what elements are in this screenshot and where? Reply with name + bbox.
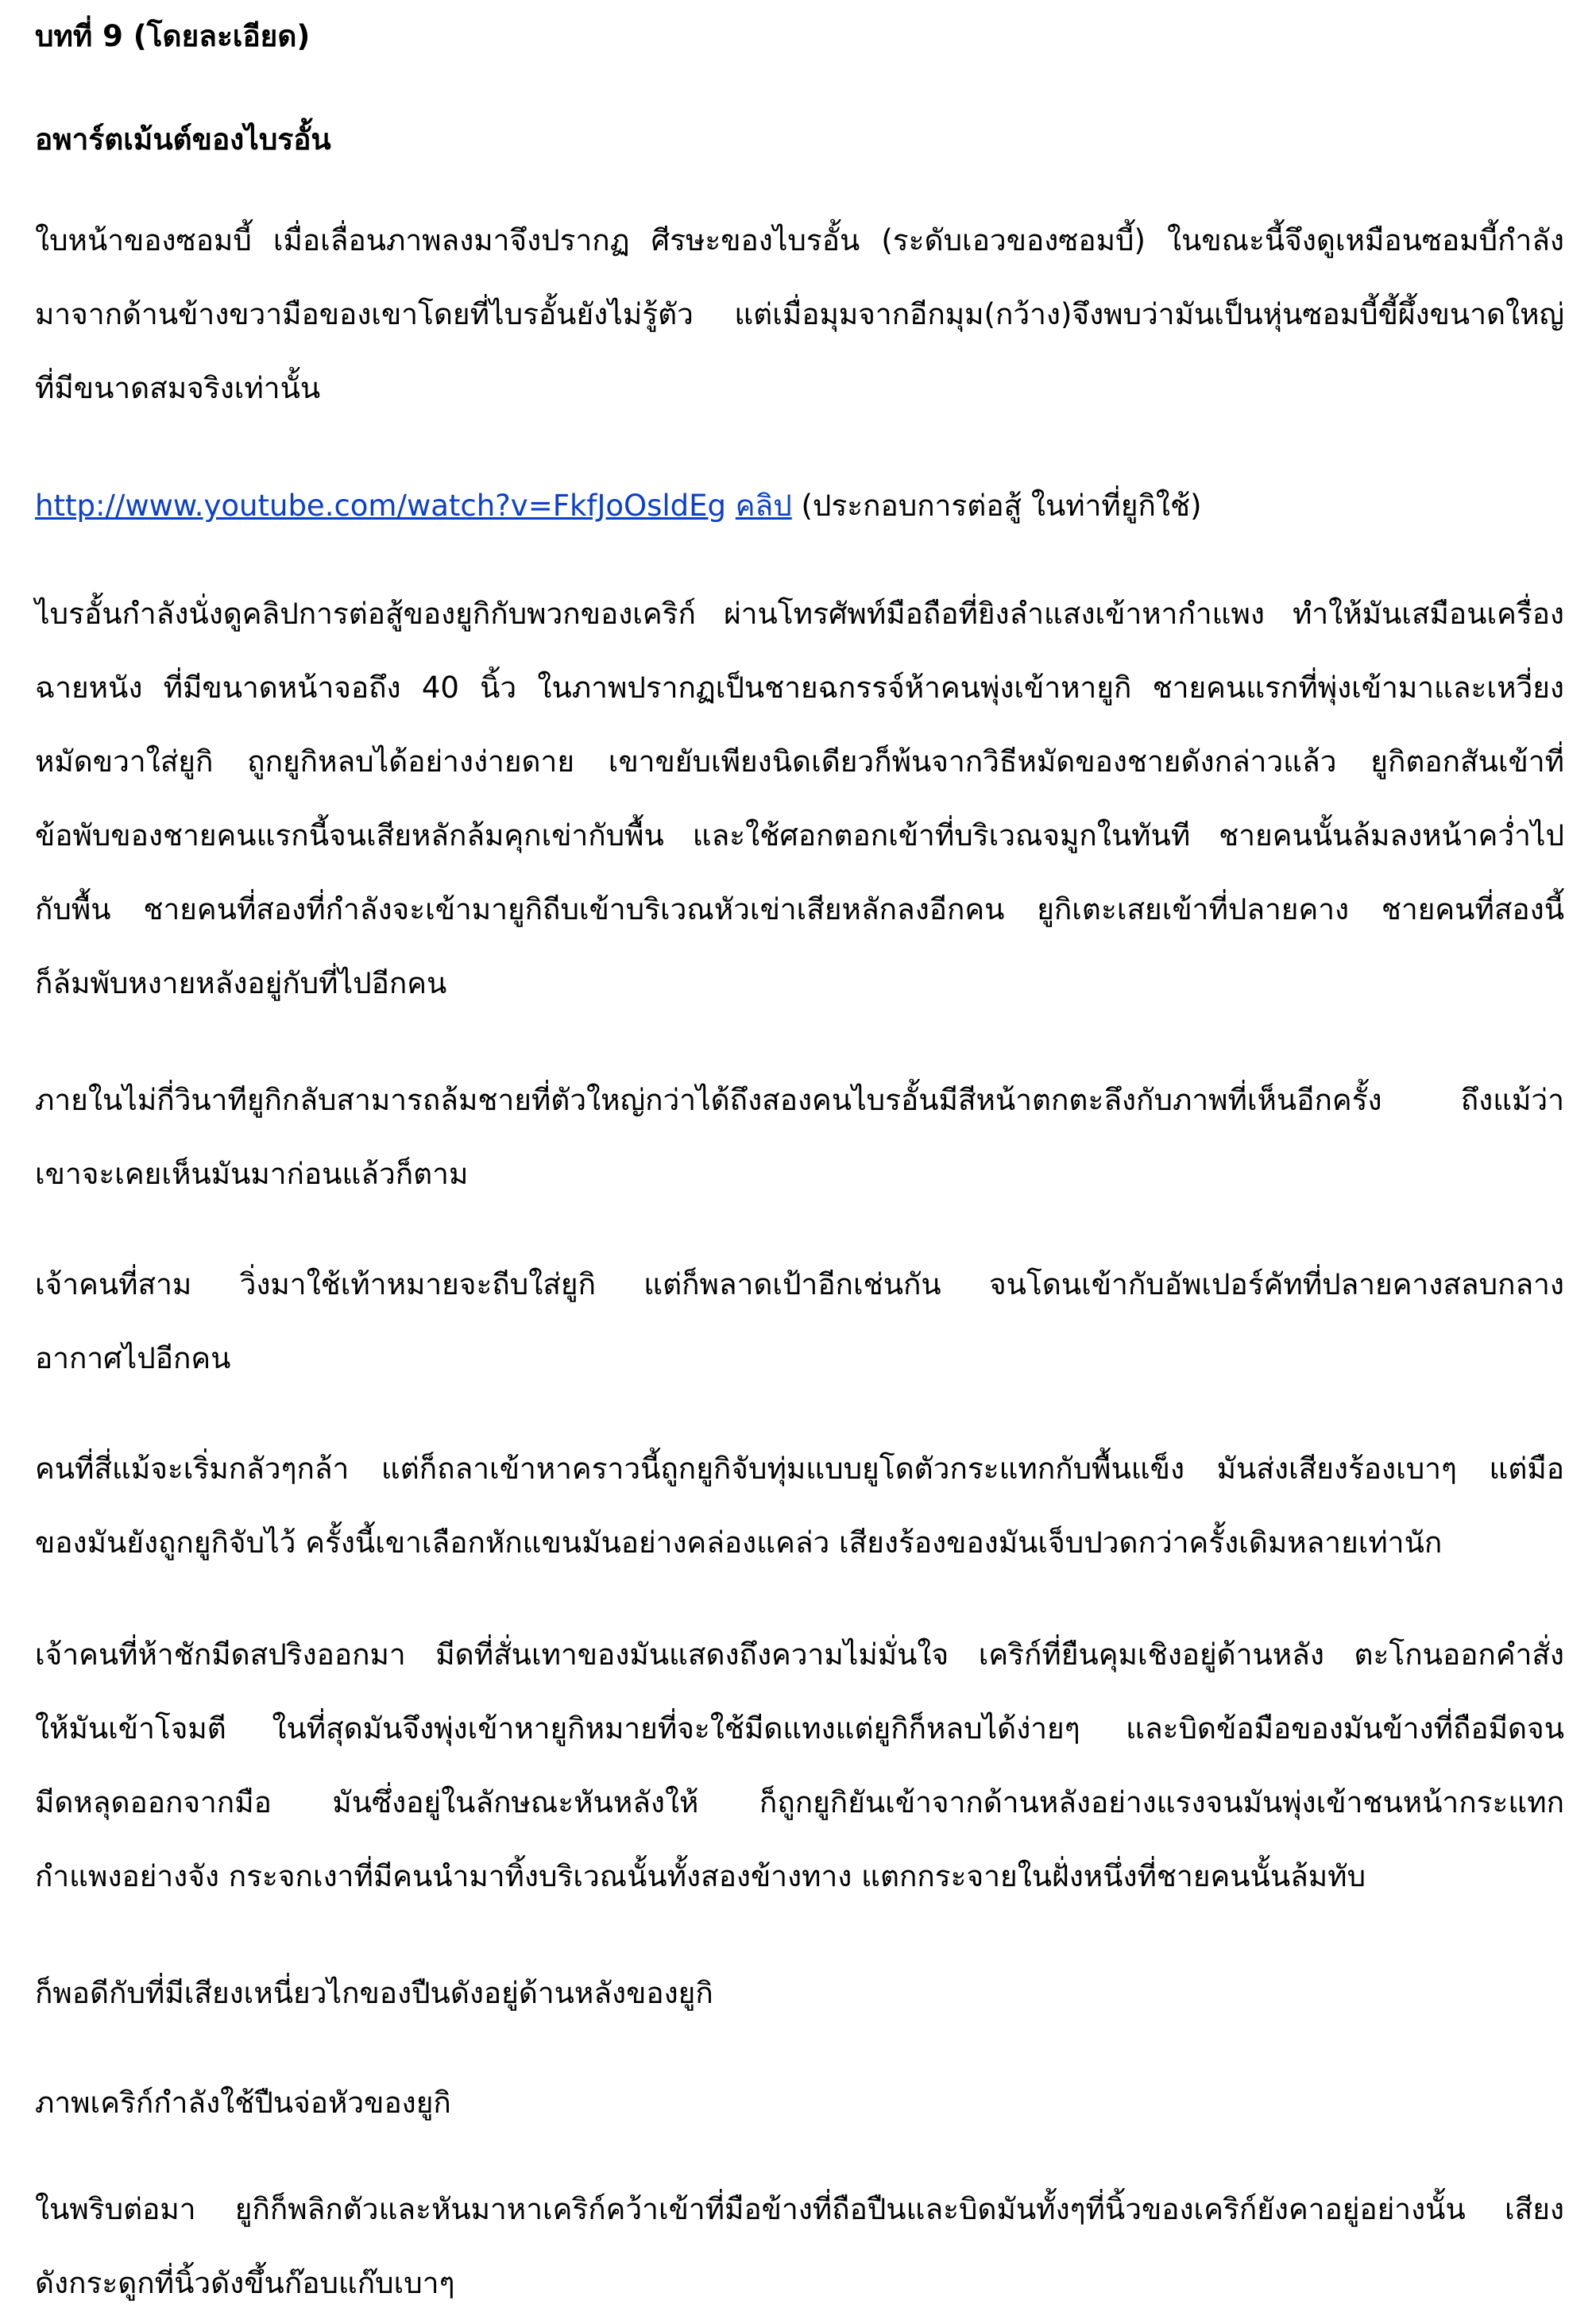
paragraph-line: หมัดขวาใส่ยูกิ ถูกยูกิหลบได้อย่างง่ายดาย เขาขยับเพียงนิดเดียวก็พ้นจากวิธีหมัดของชายดังกล่าวแล้ว ยูกิตอกสันเข้าที่ xyxy=(35,744,1564,779)
paragraph-7 xyxy=(35,1956,1564,2030)
paragraph-line: มีดหลุดออกจากมือ มันซึ่งอยู่ในลักษณะหันหลังให้ ก็ถูกยูกิยันเข้าจากด้านหลังอย่างแรงจนมันพุ่งเข้าชนหน้ากระแทก xyxy=(35,1785,1564,1819)
paragraph-line: กับพื้น ชายคนที่สองที่กำลังจะเข้ามายูกิถีบเข้าบริเวณหัวเข่าเสียหลักลงอีกคน ยูกิเตะเสยเข้าที่ปลายคาง ชายคนที่สองนี้ xyxy=(35,892,1564,926)
paragraph-6 xyxy=(35,1618,1564,1913)
paragraph-3 xyxy=(35,1063,1564,1211)
paragraph-line: ในพริบต่อมา ยูกิก็พลิกตัวและหันมาหาเคริก์คว้าเข้าที่มือข้างที่ถือปืนและบิดมันทั้งๆที่นิ้วของเคริก์ยังคาอยู่อย่างนั้น เสียง xyxy=(35,2192,1564,2226)
paragraph-9 xyxy=(35,2172,1564,2320)
section-heading: อพาร์ตเม้นต์ของไบรอั้น xyxy=(35,122,331,157)
paragraph-line: ข้อพับของชายคนแรกนี้จนเสียหลักล้มคุกเข่ากับพื้น และใช้ศอกตอกเข้าที่บริเวณจมูกในทันที ชายคนนั้นล้มลงหน้าคว่ำไป xyxy=(35,818,1564,853)
link-line xyxy=(35,469,1564,543)
paragraph-line: ใบหน้าของซอมบี้ เมื่อเลื่อนภาพลงมาจึงปรากฏ ศีรษะของไบรอั้น (ระดับเอวของซอมบี้) ในขณะนี้จึงดูเหมือนซอมบี้กำลัง xyxy=(35,223,1564,257)
paragraph-1 xyxy=(35,203,1564,425)
paragraph-line: เจ้าคนที่ห้าชักมีดสปริงออกมา มีดที่สั่นเทาของมันแสดงถึงความไม่มั่นใจ เคริก์ที่ยืนคุมเชิงอยู่ด้านหลัง ตะโกนออกคำสั่ง xyxy=(35,1638,1564,1672)
link-paragraph xyxy=(35,469,1564,543)
paragraph-line: เจ้าคนที่สาม วิ่งมาใช้เท้าหมายจะถีบใส่ยูกิ แต่ก็พลาดเป้าอีกเช่นกัน จนโดนเข้ากับอัพเปอร์คัทที่ปลายคางสลบกลาง xyxy=(35,1267,1564,1301)
paragraph-line: ภาพเคริก์กำลังใช้ปืนจ่อหัวของยูกิ xyxy=(35,2086,451,2120)
clip-link[interactable]: คลิป xyxy=(735,489,792,523)
paragraph-line: อากาศไปอีกคน xyxy=(35,1341,231,1375)
link-note: (ประกอบการต่อสู้ ในท่าที่ยูกิใช้) xyxy=(791,489,1202,523)
paragraph-line: ของมันยังถูกยูกิจับไว้ ครั้งนี้เขาเลือกหักแขนมันอย่างคล่องแคล่ว เสียงร้องของมันเจ็บปวดกว่าครั้งเดิมหลายเท่านัก xyxy=(35,1525,1443,1560)
paragraph-line: ให้มันเข้าโจมตี ในที่สุดมันจึงพุ่งเข้าหายูกิหมายที่จะใช้มีดแทงแต่ยูกิก็หลบได้ง่ายๆ และบิดข้อมือของมันข้างที่ถือมีดจน xyxy=(35,1711,1564,1746)
chapter-heading: บทที่ 9 (โดยละเอียด) xyxy=(35,19,311,53)
paragraph-line: ฉายหนัง ที่มีขนาดหน้าจอถึง 40 นิ้ว ในภาพปรากฏเป็นชายฉกรรจ์ห้าคนพุ่งเข้าหายูกิ ชายคนแรกที่พุ่งเข้ามาและเหวี่ยง xyxy=(35,671,1564,705)
paragraph-line: ก็ล้มพับหงายหลังอยู่กับที่ไปอีกคน xyxy=(35,966,447,1000)
paragraph-line: เขาจะเคยเห็นมันมาก่อนแล้วก็ตาม xyxy=(35,1157,469,1191)
paragraph-line: ดังกระดูกที่นิ้วดังขึ้นก๊อบแก๊บเบาๆ xyxy=(35,2266,455,2300)
paragraph-line: ภายในไม่กี่วินาทียูกิกลับสามารถล้มชายที่ตัวใหญ่กว่าได้ถึงสองคนไบรอั้นมีสีหน้าตกตะลึงกับภาพที่เห็นอีกครั้ง ถึงแม้ว่า xyxy=(35,1083,1564,1117)
paragraph-2 xyxy=(35,577,1564,1020)
paragraph-line: คนที่สี่แม้จะเริ่มกลัวๆกล้า แต่ก็ถลาเข้าหาคราวนี้ถูกยูกิจับทุ่มแบบยูโดตัวกระแทกกับพื้นแข็ง มันส่งเสียงร้องเบาๆ แต่มือ xyxy=(35,1452,1564,1486)
paragraph-line: ที่มีขนาดสมจริงเท่านั้น xyxy=(35,371,321,405)
youtube-link[interactable]: http://www.youtube.com/watch?v=FkfJoOsldEg xyxy=(35,489,727,523)
paragraph-line: กำแพงอย่างจัง กระจกเงาที่มีคนนำมาทิ้งบริเวณนั้นทั้งสองข้างทาง แตกกระจายในฝั่งหนึ่งที่ชายคนนั้นล้มทับ xyxy=(35,1859,1366,1893)
paragraph-5 xyxy=(35,1432,1564,1580)
paragraph-line: ไบรอั้นกำลังนั่งดูคลิปการต่อสู้ของยูกิกับพวกของเคริก์ ผ่านโทรศัพท์มือถือที่ยิงลำแสงเข้าหากำแพง ทำให้มันเสมือนเครื่อง xyxy=(35,597,1564,631)
paragraph-line: มาจากด้านข้างขวามือของเขาโดยที่ไบรอั้นยังไม่รู้ตัว แต่เมื่อมุมจากอีกมุม(กว้าง)จึงพบว่ามันเป็นหุ่นซอมบี้ขี้ผึ้งขนาดใหญ่ xyxy=(35,297,1564,331)
paragraph-line: ก็พอดีกับที่มีเสียงเหนี่ยวไกของปืนดังอยู่ด้านหลังของยูกิ xyxy=(35,1976,713,2010)
paragraph-8 xyxy=(35,2066,1564,2140)
paragraph-4 xyxy=(35,1247,1564,1395)
